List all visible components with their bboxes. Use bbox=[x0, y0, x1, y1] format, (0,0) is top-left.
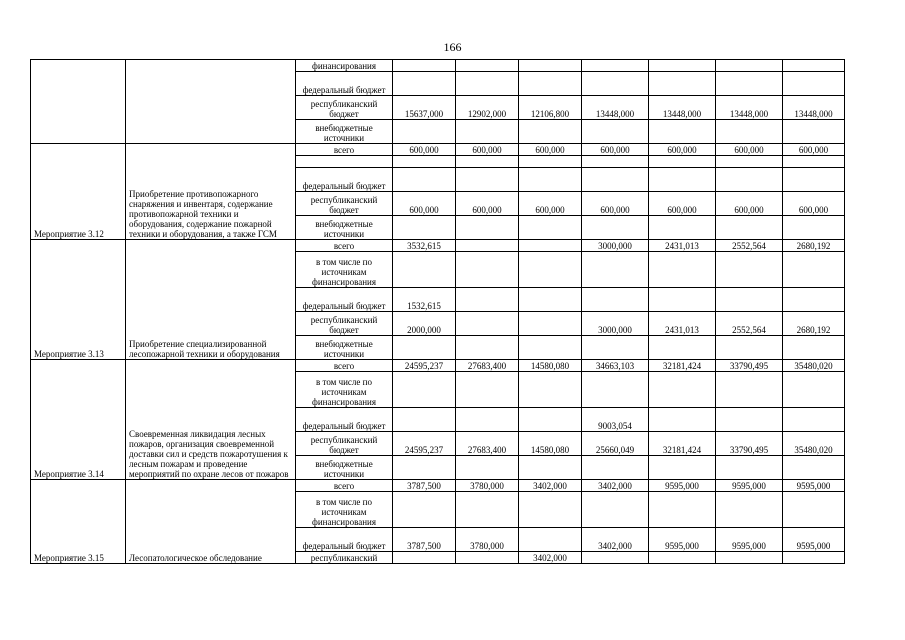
amount-cell bbox=[582, 252, 649, 288]
amount-cell: 13448,000 bbox=[716, 96, 783, 120]
amount-cell bbox=[649, 552, 716, 564]
funding-source: в том числе по источникам финансирования bbox=[296, 252, 393, 288]
amount-cell: 27683,400 bbox=[456, 432, 519, 456]
funding-source: республиканский бюджет bbox=[296, 312, 393, 336]
amount-cell: 14580,080 bbox=[519, 432, 582, 456]
funding-source: федеральный бюджет bbox=[296, 288, 393, 312]
amount-cell bbox=[783, 216, 845, 240]
amount-cell bbox=[649, 288, 716, 312]
amount-cell: 3402,000 bbox=[519, 552, 582, 564]
amount-cell bbox=[716, 336, 783, 360]
measure-name: Приобретение специализированной лесопожарной техники и оборудования bbox=[126, 240, 296, 360]
amount-cell bbox=[456, 372, 519, 408]
funding-source: внебюджетные источники bbox=[296, 336, 393, 360]
measure-label: Мероприятие 3.13 bbox=[31, 240, 126, 360]
amount-cell: 600,000 bbox=[649, 192, 716, 216]
amount-cell: 35480,020 bbox=[783, 360, 845, 372]
amount-cell bbox=[582, 72, 649, 96]
amount-cell bbox=[519, 252, 582, 288]
amount-cell bbox=[393, 372, 456, 408]
amount-cell: 9595,000 bbox=[649, 480, 716, 492]
amount-cell bbox=[783, 156, 845, 168]
amount-cell bbox=[649, 120, 716, 144]
amount-cell: 3787,500 bbox=[393, 528, 456, 552]
amount-cell bbox=[783, 552, 845, 564]
amount-cell bbox=[783, 168, 845, 192]
funding-source: внебюджетные источники bbox=[296, 456, 393, 480]
funding-source: в том числе по источникам финансирования bbox=[296, 372, 393, 408]
amount-cell: 24595,237 bbox=[393, 360, 456, 372]
table-row bbox=[31, 360, 845, 372]
amount-cell bbox=[519, 372, 582, 408]
amount-cell: 600,000 bbox=[582, 192, 649, 216]
amount-cell bbox=[582, 492, 649, 528]
amount-cell: 3780,000 bbox=[456, 480, 519, 492]
amount-cell bbox=[393, 60, 456, 72]
amount-cell bbox=[582, 120, 649, 144]
amount-cell bbox=[649, 216, 716, 240]
amount-cell: 600,000 bbox=[582, 144, 649, 156]
amount-cell bbox=[582, 168, 649, 192]
amount-cell bbox=[456, 288, 519, 312]
funding-source: в том числе по источникам финансирования bbox=[296, 492, 393, 528]
amount-cell bbox=[519, 456, 582, 480]
amount-cell: 600,000 bbox=[716, 144, 783, 156]
amount-cell bbox=[716, 288, 783, 312]
amount-cell: 2431,013 bbox=[649, 240, 716, 252]
amount-cell bbox=[519, 72, 582, 96]
amount-cell bbox=[519, 120, 582, 144]
amount-cell bbox=[456, 336, 519, 360]
amount-cell bbox=[519, 240, 582, 252]
amount-cell bbox=[649, 72, 716, 96]
amount-cell: 9595,000 bbox=[716, 528, 783, 552]
amount-cell bbox=[716, 408, 783, 432]
funding-source: республиканский бюджет bbox=[296, 192, 393, 216]
amount-cell: 600,000 bbox=[456, 144, 519, 156]
amount-cell bbox=[456, 312, 519, 336]
amount-cell bbox=[649, 408, 716, 432]
amount-cell: 600,000 bbox=[716, 192, 783, 216]
amount-cell: 600,000 bbox=[519, 192, 582, 216]
measure-name bbox=[126, 60, 296, 144]
table-row bbox=[31, 60, 845, 72]
amount-cell: 3000,000 bbox=[582, 240, 649, 252]
amount-cell: 13448,000 bbox=[649, 96, 716, 120]
amount-cell: 12106,800 bbox=[519, 96, 582, 120]
amount-cell bbox=[456, 60, 519, 72]
amount-cell bbox=[456, 168, 519, 192]
amount-cell bbox=[393, 156, 456, 168]
amount-cell bbox=[582, 336, 649, 360]
amount-cell bbox=[716, 120, 783, 144]
amount-cell bbox=[456, 156, 519, 168]
amount-cell: 13448,000 bbox=[783, 96, 845, 120]
amount-cell bbox=[456, 492, 519, 528]
amount-cell: 2680,192 bbox=[783, 240, 845, 252]
amount-cell: 2000,000 bbox=[393, 312, 456, 336]
amount-cell bbox=[716, 168, 783, 192]
amount-cell bbox=[393, 492, 456, 528]
amount-cell bbox=[519, 408, 582, 432]
amount-cell bbox=[393, 408, 456, 432]
amount-cell bbox=[716, 492, 783, 528]
amount-cell bbox=[519, 312, 582, 336]
amount-cell bbox=[649, 252, 716, 288]
amount-cell: 32181,424 bbox=[649, 432, 716, 456]
amount-cell: 32181,424 bbox=[649, 360, 716, 372]
amount-cell: 2680,192 bbox=[783, 312, 845, 336]
amount-cell bbox=[456, 456, 519, 480]
amount-cell bbox=[456, 216, 519, 240]
amount-cell: 2552,564 bbox=[716, 312, 783, 336]
measure-name: Своевременная ликвидация лесных пожаров, организация своевременной доставки сил и средств пожаротушения к лесным пожарам и проведение мероприятий по охране лесов от пожаров bbox=[126, 360, 296, 480]
funding-source: финансирования bbox=[296, 60, 393, 72]
amount-cell: 3000,000 bbox=[582, 312, 649, 336]
amount-cell: 33790,495 bbox=[716, 360, 783, 372]
amount-cell: 34663,103 bbox=[582, 360, 649, 372]
measure-label: Мероприятие 3.15 bbox=[31, 480, 126, 564]
amount-cell: 600,000 bbox=[393, 144, 456, 156]
funding-source bbox=[296, 156, 393, 168]
amount-cell bbox=[716, 156, 783, 168]
amount-cell: 9595,000 bbox=[783, 480, 845, 492]
funding-source: внебюджетные источники bbox=[296, 120, 393, 144]
amount-cell bbox=[716, 552, 783, 564]
amount-cell bbox=[783, 408, 845, 432]
amount-cell bbox=[649, 156, 716, 168]
amount-cell bbox=[393, 216, 456, 240]
amount-cell: 27683,400 bbox=[456, 360, 519, 372]
amount-cell: 3402,000 bbox=[582, 528, 649, 552]
amount-cell bbox=[456, 552, 519, 564]
amount-cell: 9595,000 bbox=[716, 480, 783, 492]
amount-cell bbox=[582, 156, 649, 168]
amount-cell bbox=[716, 72, 783, 96]
amount-cell bbox=[393, 72, 456, 96]
amount-cell bbox=[716, 456, 783, 480]
amount-cell bbox=[519, 216, 582, 240]
amount-cell: 3402,000 bbox=[582, 480, 649, 492]
amount-cell: 600,000 bbox=[783, 144, 845, 156]
funding-source: республиканский бюджет bbox=[296, 432, 393, 456]
amount-cell bbox=[783, 120, 845, 144]
amount-cell bbox=[519, 492, 582, 528]
amount-cell bbox=[783, 288, 845, 312]
amount-cell bbox=[716, 216, 783, 240]
funding-source: внебюджетные источники bbox=[296, 216, 393, 240]
measure-label: Мероприятие 3.14 bbox=[31, 360, 126, 480]
funding-source: всего bbox=[296, 360, 393, 372]
amount-cell: 2552,564 bbox=[716, 240, 783, 252]
amount-cell bbox=[519, 156, 582, 168]
financing-table bbox=[30, 59, 845, 564]
amount-cell: 14580,080 bbox=[519, 360, 582, 372]
measure-label bbox=[31, 60, 126, 144]
amount-cell bbox=[519, 336, 582, 360]
amount-cell bbox=[393, 120, 456, 144]
amount-cell: 3787,500 bbox=[393, 480, 456, 492]
page-number: 166 bbox=[443, 40, 462, 54]
amount-cell bbox=[393, 252, 456, 288]
amount-cell bbox=[783, 72, 845, 96]
funding-source: федеральный бюджет bbox=[296, 72, 393, 96]
amount-cell bbox=[456, 72, 519, 96]
measure-name: Приобретение противопожарного снаряжения и инвентаря, содержание противопожарной техники и оборудования, содержание пожарной техники и оборудования, а также ГСМ bbox=[126, 144, 296, 240]
amount-cell bbox=[649, 456, 716, 480]
amount-cell: 600,000 bbox=[519, 144, 582, 156]
amount-cell bbox=[456, 240, 519, 252]
amount-cell bbox=[783, 372, 845, 408]
amount-cell bbox=[783, 252, 845, 288]
amount-cell bbox=[649, 372, 716, 408]
amount-cell bbox=[716, 252, 783, 288]
amount-cell bbox=[649, 60, 716, 72]
amount-cell: 600,000 bbox=[456, 192, 519, 216]
table-row bbox=[31, 240, 845, 252]
amount-cell bbox=[716, 372, 783, 408]
amount-cell bbox=[582, 552, 649, 564]
amount-cell: 9595,000 bbox=[649, 528, 716, 552]
amount-cell: 13448,000 bbox=[582, 96, 649, 120]
amount-cell bbox=[519, 528, 582, 552]
amount-cell bbox=[582, 372, 649, 408]
amount-cell bbox=[456, 120, 519, 144]
amount-cell: 9595,000 bbox=[783, 528, 845, 552]
amount-cell bbox=[519, 60, 582, 72]
amount-cell bbox=[393, 456, 456, 480]
amount-cell bbox=[649, 168, 716, 192]
amount-cell bbox=[783, 456, 845, 480]
amount-cell bbox=[519, 168, 582, 192]
amount-cell bbox=[783, 336, 845, 360]
amount-cell: 24595,237 bbox=[393, 432, 456, 456]
amount-cell bbox=[519, 288, 582, 312]
amount-cell bbox=[716, 60, 783, 72]
amount-cell: 15637,000 bbox=[393, 96, 456, 120]
measure-label: Мероприятие 3.12 bbox=[31, 144, 126, 240]
amount-cell bbox=[649, 336, 716, 360]
funding-source: федеральный бюджет bbox=[296, 408, 393, 432]
amount-cell: 3780,000 bbox=[456, 528, 519, 552]
funding-source: федеральный бюджет bbox=[296, 528, 393, 552]
amount-cell bbox=[582, 456, 649, 480]
amount-cell bbox=[783, 60, 845, 72]
amount-cell bbox=[393, 168, 456, 192]
funding-source: всего bbox=[296, 240, 393, 252]
amount-cell bbox=[582, 60, 649, 72]
amount-cell: 1532,615 bbox=[393, 288, 456, 312]
amount-cell: 33790,495 bbox=[716, 432, 783, 456]
funding-source: всего bbox=[296, 144, 393, 156]
amount-cell: 600,000 bbox=[649, 144, 716, 156]
funding-source: республиканский бюджет bbox=[296, 96, 393, 120]
measure-name: Лесопатологическое обследование bbox=[126, 480, 296, 564]
amount-cell: 600,000 bbox=[783, 192, 845, 216]
funding-source: всего bbox=[296, 480, 393, 492]
amount-cell: 12902,000 bbox=[456, 96, 519, 120]
amount-cell: 3402,000 bbox=[519, 480, 582, 492]
amount-cell bbox=[649, 492, 716, 528]
amount-cell bbox=[393, 552, 456, 564]
amount-cell bbox=[582, 288, 649, 312]
funding-source: республиканский bbox=[296, 552, 393, 564]
amount-cell bbox=[783, 492, 845, 528]
table-row bbox=[31, 480, 845, 492]
amount-cell: 35480,020 bbox=[783, 432, 845, 456]
amount-cell bbox=[456, 252, 519, 288]
amount-cell: 25660,049 bbox=[582, 432, 649, 456]
amount-cell: 9003,054 bbox=[582, 408, 649, 432]
amount-cell: 600,000 bbox=[393, 192, 456, 216]
amount-cell: 3532,615 bbox=[393, 240, 456, 252]
funding-source: федеральный бюджет bbox=[296, 168, 393, 192]
amount-cell bbox=[582, 216, 649, 240]
amount-cell bbox=[456, 408, 519, 432]
amount-cell: 2431,013 bbox=[649, 312, 716, 336]
amount-cell bbox=[393, 336, 456, 360]
table-row bbox=[31, 144, 845, 156]
